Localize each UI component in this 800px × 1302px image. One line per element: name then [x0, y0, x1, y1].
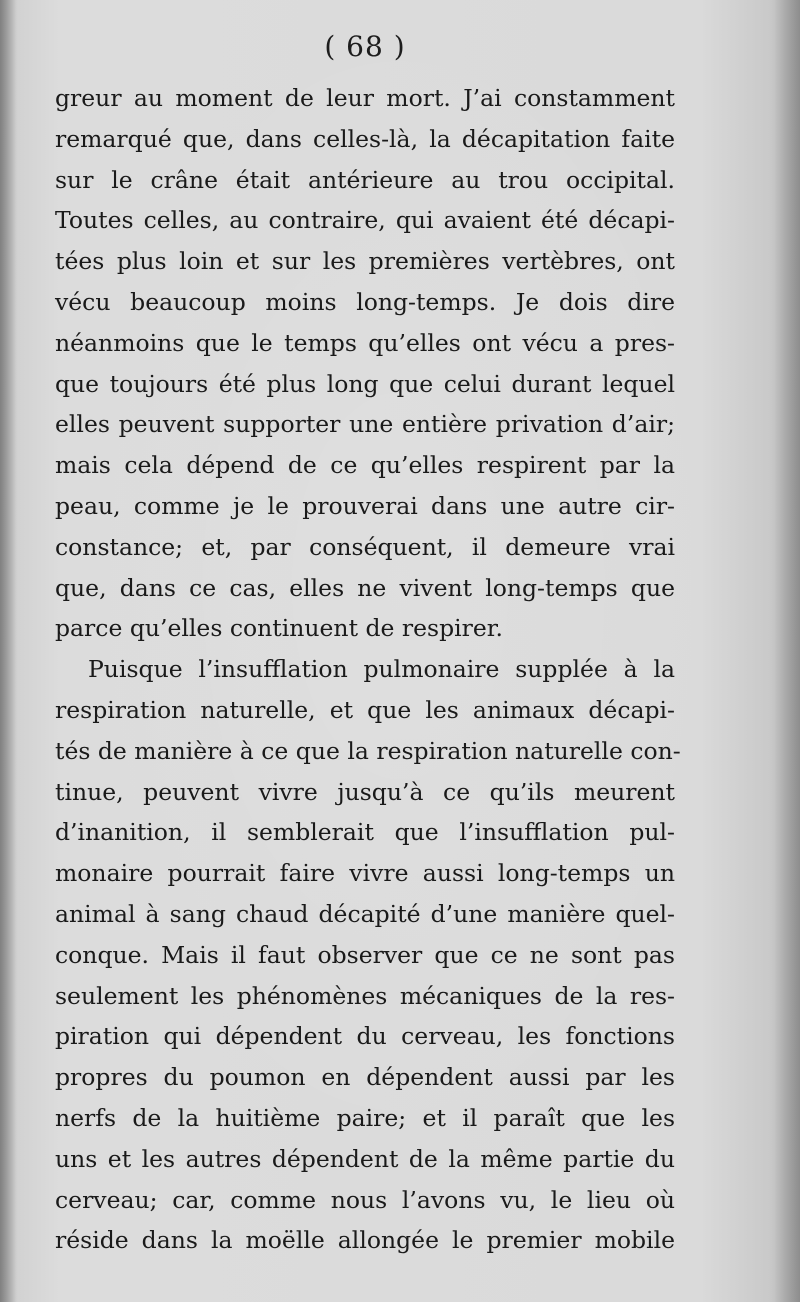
page-right-shadow: [774, 0, 800, 1302]
text-line: que toujours été plus long que celui durant lequel: [55, 369, 675, 398]
text-line: uns et les autres dépendent de la même partie du: [55, 1144, 675, 1173]
text-line: animal à sang chaud décapité d’une manière quel-: [55, 899, 675, 928]
text-line: sur le crâne était antérieure au trou occipital.: [55, 165, 675, 194]
body-text: [55, 78, 681, 1261]
text-line: Puisque l’insufflation pulmonaire supplée à la: [88, 655, 675, 684]
page-number: ( 68 ): [324, 30, 406, 63]
text-line: propres du poumon en dépendent aussi par les: [55, 1063, 675, 1092]
text-line: remarqué que, dans celles-là, la décapitation faite: [55, 124, 675, 153]
text-line: nerfs de la huitième paire; et il paraît que les: [55, 1103, 675, 1132]
text-line: tées plus loin et sur les premières vertèbres, ont: [55, 247, 675, 276]
text-line: vécu beaucoup moins long-temps. Je dois dire: [55, 287, 675, 316]
text-line: cerveau; car, comme nous l’avons vu, le lieu où: [55, 1185, 675, 1214]
text-line: tinue, peuvent vivre jusqu’à ce qu’ils meurent: [55, 777, 675, 806]
text-line: tés de manière à ce que la respiration naturelle con-: [55, 736, 681, 765]
text-line: que, dans ce cas, elles ne vivent long-temps que: [55, 573, 675, 602]
text-line: d’inanition, il semblerait que l’insufflation pul-: [55, 818, 675, 847]
text-line: mais cela dépend de ce qu’elles respirent par la: [55, 451, 675, 480]
page-left-shadow: [0, 0, 16, 1302]
text-line: néanmoins que le temps qu’elles ont vécu a pres-: [55, 328, 675, 357]
text-line: conque. Mais il faut observer que ce ne sont pas: [55, 940, 675, 969]
text-line: respiration naturelle, et que les animaux décapi-: [55, 695, 675, 724]
text-line: seulement les phénomènes mécaniques de la res-: [55, 981, 675, 1010]
text-line: Toutes celles, au contraire, qui avaient été décapi-: [55, 206, 675, 235]
text-line: piration qui dépendent du cerveau, les fonctions: [55, 1022, 675, 1051]
text-line: elles peuvent supporter une entière privation d’air;: [55, 410, 675, 439]
text-line: peau, comme je le prouverai dans une autre cir-: [55, 491, 675, 520]
text-line: réside dans la moëlle allongée le premier mobile: [55, 1226, 675, 1255]
text-line: parce qu’elles continuent de respirer.: [55, 614, 503, 643]
text-line: monaire pourrait faire vivre aussi long-temps un: [55, 859, 675, 888]
text-line: greur au moment de leur mort. J’ai constamment: [55, 84, 675, 112]
text-line: constance; et, par conséquent, il demeure vrai: [55, 532, 675, 561]
